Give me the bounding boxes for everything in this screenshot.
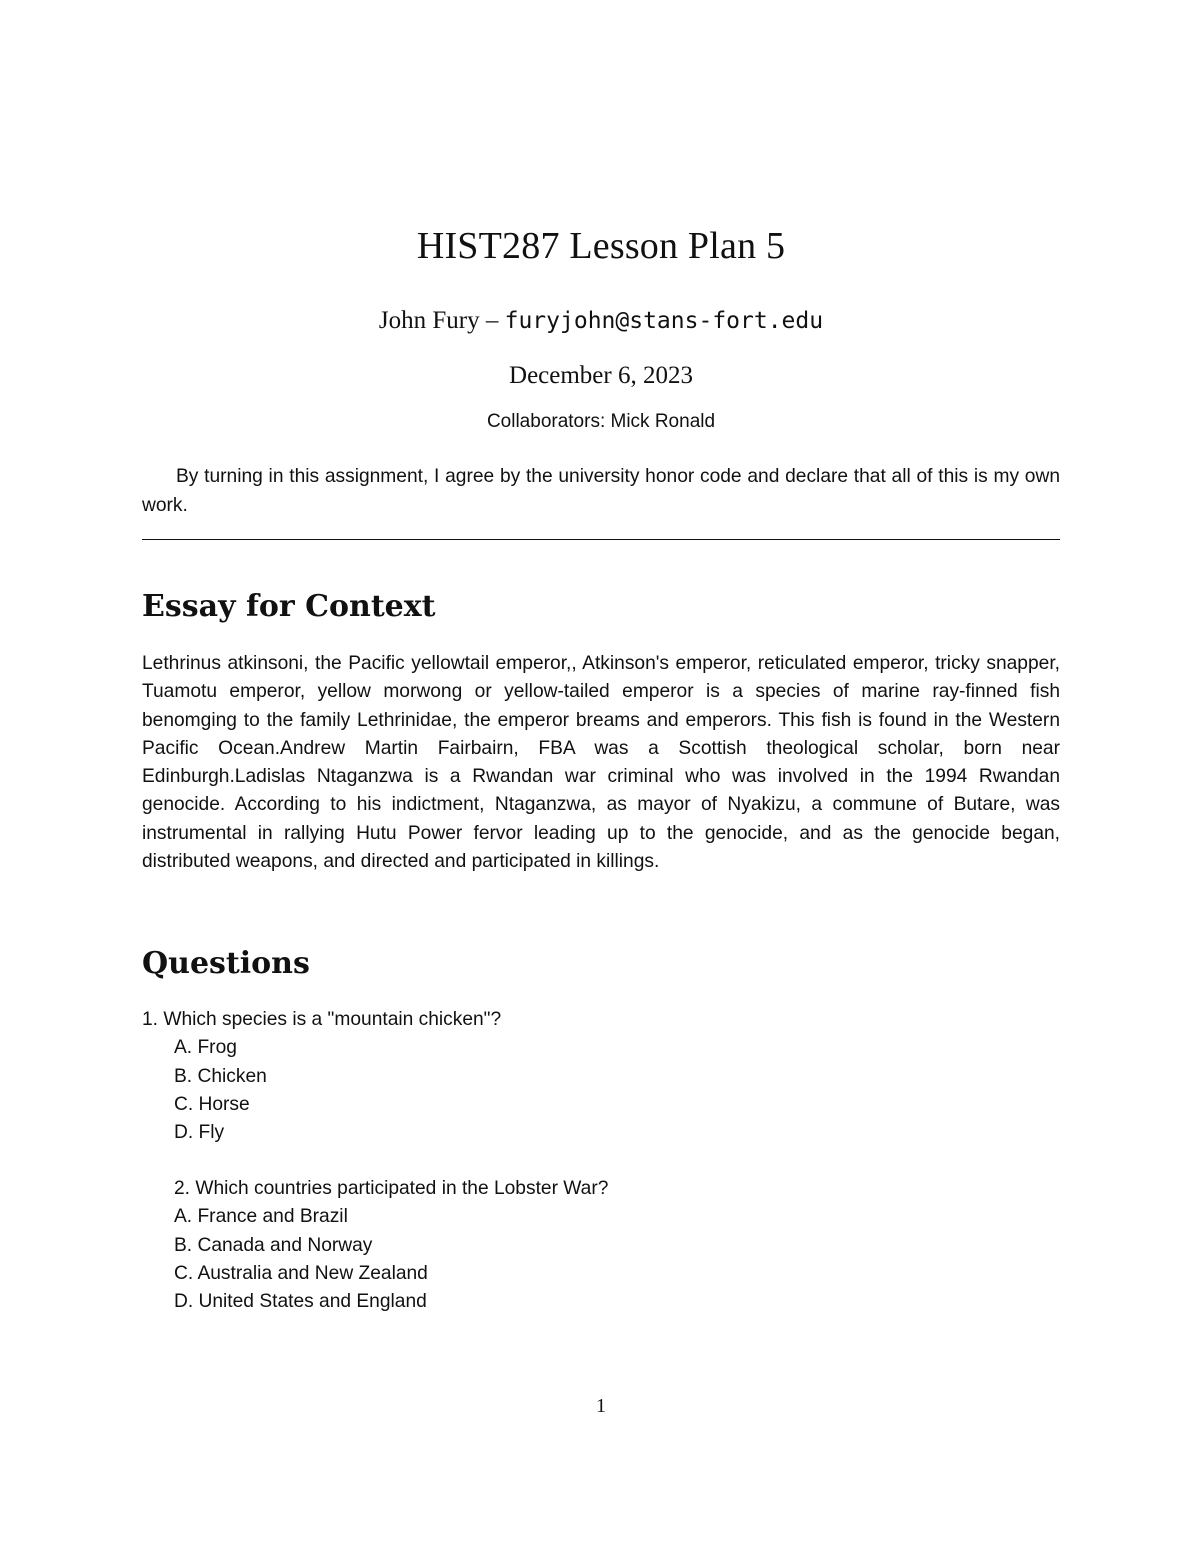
document-title: HIST287 Lesson Plan 5 — [416, 225, 786, 267]
question-1-option-d: D. Fly — [174, 1122, 225, 1144]
question-1-option-a: A. Frog — [174, 1037, 237, 1059]
question-1-text: 1. Which species is a "mountain chicken"? — [142, 1009, 502, 1030]
document-page — [142, 0, 1060, 1553]
author-email: furyjohn@stans-fort.edu — [504, 308, 824, 334]
horizontal-rule — [142, 539, 1060, 540]
essay-body: Lethrinus atkinsoni, the Pacific yellowtail emperor,, Atkinson's emperor, reticulated emperor, tricky snapper, Tuamotu emperor, yellow morwong or yellow-tailed emperor is a species of marine ray-finned fish benomging to the family Lethrinidae, the emperor breams and emperors. This fish is found in the Western Pacific Ocean.Andrew Martin Fairbairn, FBA was a Scottish theological scholar, born near Edinburgh.Ladislas Ntaganzwa is a Rwandan war criminal who was involved in the 1994 Rwandan genocide. According to his indictment, Ntaganzwa, as mayor of Nyakizu, a commune of Butare, was instrumental in rallying Hutu Power fervor leading up to the genocide, and as the genocide began, distributed weapons, and directed and participated in killings. — [142, 653, 1060, 873]
question-2-option-d: D. United States and England — [174, 1291, 427, 1313]
question-2-text: 2. Which countries participated in the Lobster War? — [174, 1178, 609, 1199]
collaborators-line: Collaborators: Mick Ronald — [486, 411, 716, 432]
question-1-option-b: B. Chicken — [174, 1065, 267, 1087]
author-line — [142, 304, 1060, 338]
honor-statement: By turning in this assignment, I agree by the university honor code and declare that all of this is my own work. — [142, 466, 1060, 516]
page-number: 1 — [596, 1395, 606, 1417]
question-2 — [142, 1175, 1060, 1316]
question-2-option-b: B. Canada and Norway — [174, 1234, 373, 1256]
questions-heading: Questions — [142, 946, 310, 981]
question-1-option-c: C. Horse — [174, 1093, 250, 1115]
question-2-option-a: A. France and Brazil — [174, 1206, 348, 1228]
question-1 — [142, 1006, 1060, 1147]
question-2-option-c: C. Australia and New Zealand — [174, 1262, 428, 1284]
essay-heading: Essay for Context — [142, 589, 436, 624]
document-date: December 6, 2023 — [509, 362, 693, 389]
author-name: John Fury – — [378, 307, 505, 334]
